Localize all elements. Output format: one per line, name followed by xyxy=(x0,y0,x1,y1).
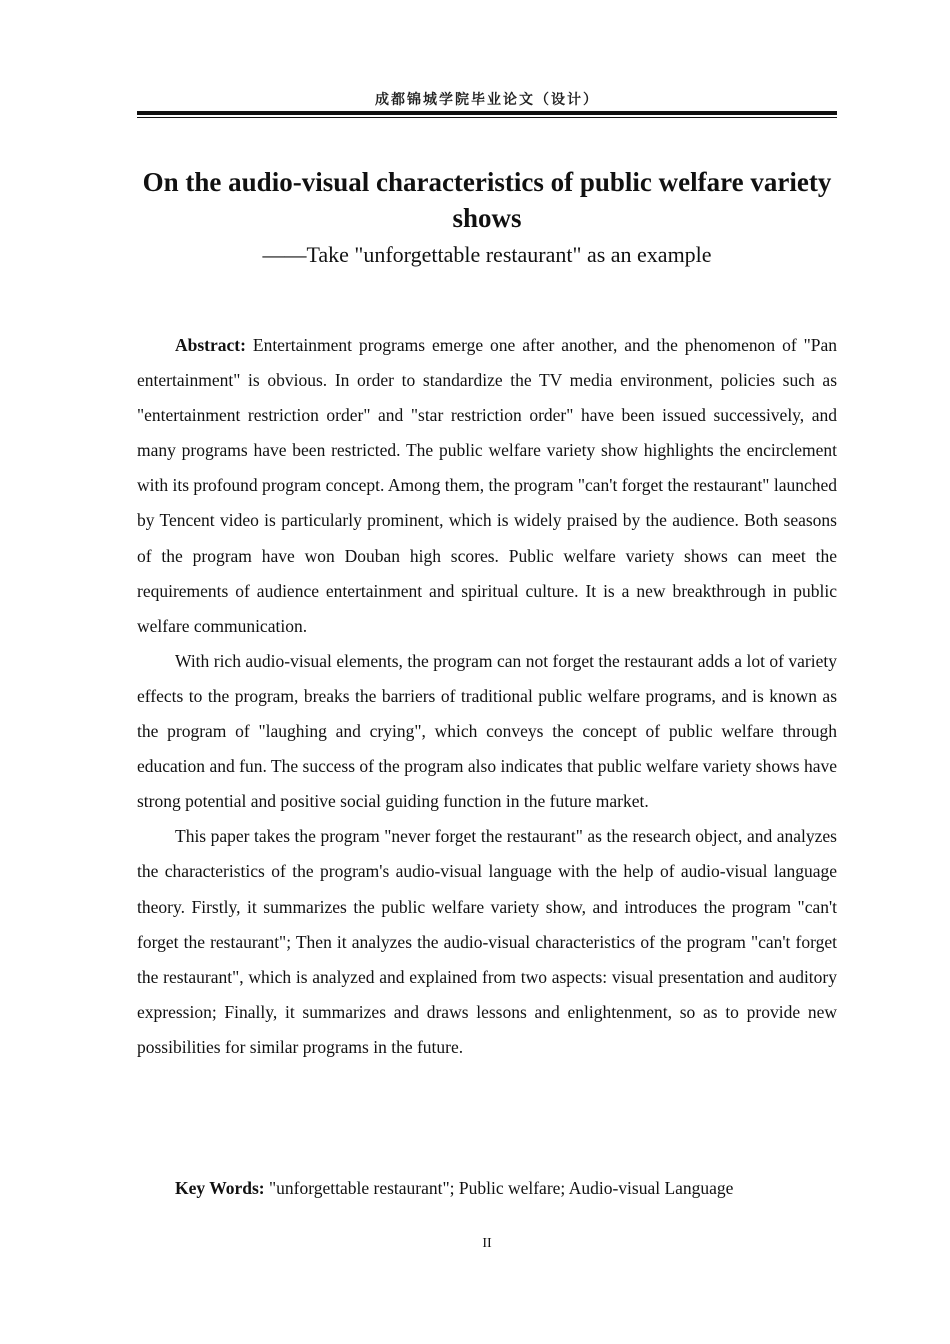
page-number: II xyxy=(482,1236,492,1251)
paper-title: On the audio-visual characteristics of public welfare variety shows xyxy=(142,167,832,233)
paper-subtitle: ——Take "unforgettable restaurant" as an example xyxy=(262,242,712,267)
keywords-line xyxy=(137,1171,837,1206)
keywords-label: Key Words: xyxy=(175,1178,265,1198)
abstract-section xyxy=(137,328,837,1065)
page-header: 成都锦城学院毕业论文（设计） xyxy=(375,92,599,108)
header-rule-thin xyxy=(137,117,837,118)
abstract-label: Abstract: xyxy=(175,335,246,355)
abstract-paragraph-1 xyxy=(137,328,837,644)
abstract-paragraph-2: With rich audio-visual elements, the program can not forget the restaurant adds a lot of variety effects to the program, breaks the barriers of traditional public welfare programs, and is known as the program of "laughing and crying", which conveys the concept of public welfare through education and fun. The success of the program also indicates that public welfare variety shows have strong potential and positive social guiding function in the future market. xyxy=(137,650,837,812)
keywords-text: "unforgettable restaurant"; Public welfare; Audio-visual Language xyxy=(264,1178,734,1198)
header-rule-thick xyxy=(137,111,837,115)
abstract-paragraph-3: This paper takes the program "never forget the restaurant" as the research object, and analyzes the characteristics of the program's audio-visual language with the help of audio-visual language theory. Firstly, it summarizes the public welfare variety show, and introduces the program "can't forget the restaurant"; Then it analyzes the audio-visual characteristics of the program "can't forget the restaurant", which is analyzed and explained from two aspects: visual presentation and auditory expression; Finally, it summarizes and draws lessons and enlightenment, so as to provide new possibilities for similar programs in the future. xyxy=(137,826,837,1057)
abstract-paragraph-1-text: Entertainment programs emerge one after another, and the phenomenon of "Pan entertainment" is obvious. In order to standardize the TV media environment, policies such as "entertainment restriction order" and "star restriction order" have been issued successively, and many programs have been restricted. The public welfare variety show highlights the encirclement with its profound program concept. Among them, the program "can't forget the restaurant" launched by Tencent video is particularly prominent, which is widely praised by the audience. Both seasons of the program have won Douban high scores. Public welfare variety shows can meet the requirements of audience entertainment and spiritual culture. It is a new breakthrough in public welfare communication. xyxy=(137,335,837,636)
